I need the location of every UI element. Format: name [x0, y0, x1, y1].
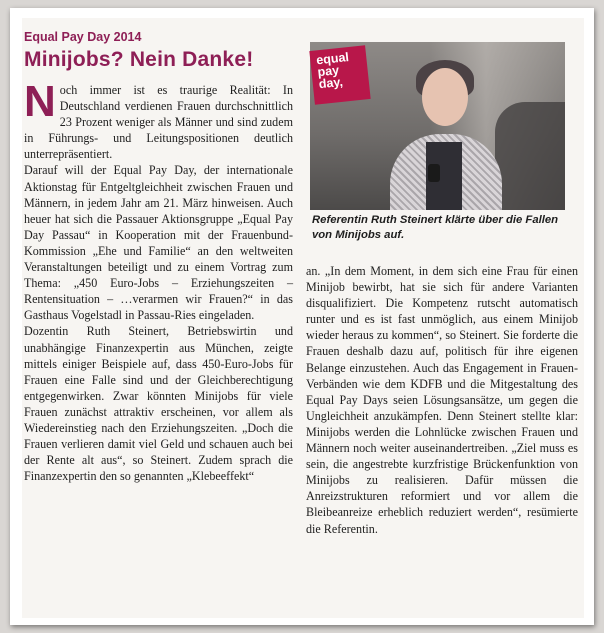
- intro-text: och immer ist es traurige Realität: In Deutschland verdienen Frauen durchschnittlich 23 Prozent weniger als Männer und sind zudem in Führungs- und Leitungspositionen deutlich unterrepräsentiert.: [24, 83, 293, 162]
- article-column-left: [24, 77, 293, 484]
- body-paragraph: Darauf will der Equal Pay Day, der internationale Aktionstag für Entgeltgleichheit zwischen Frauen und Männern, in jedem Jahr am 21. März hinweisen. Auch heuer hat sich die Passauer Aktionsgruppe „Equal Pay Day Passau“ in Kooperation mit der Frauenbund-Kommission „Ehe und Familie“ an den weltweiten Veranstaltungen beteiligt und zu einem Vortrag zum Thema: „450 Euro-Jobs – Erziehungszeiten – Rentensituation – …verarmen wir Frauen?“ in das Gasthaus Vogelstadl in Passau-Ries eingeladen.: [24, 163, 293, 323]
- intro-paragraph: [24, 77, 293, 162]
- body-paragraph: an. „In dem Moment, in dem sich eine Frau für einen Minijob bewirbt, hat sie sich für andere Varianten disqualifiziert. Die Kompetenz rutscht automatisch runter und es ist fast unmöglich, aus einem Minijob wieder heraus zu kommen“, so Steinert. Sie forderte die Frauen deshalb dazu auf, politisch für ihre eigenen Belange einzustehen. Auch das Engagement in Frauen-Verbänden wie dem KDFB und die Mitgestaltung des Equal Pay Days seien Lösungsansätze, um gegen die Ungleichheit anzukämpfen. Denn Steinert stellte klar: Minijobs werden die Lohnlücke zwischen Frauen und Männern noch weiter auseinandertreiben. „Ziel muss es sein, die angestrebte kurzfristige Brückenfunktion von Minijobs zu realisieren. Dafür müssen die Anreizstrukturen reformiert und vor allem die Bleibeanreize erheblich reduziert werden“, resümierte die Referentin.: [306, 264, 578, 536]
- photo-caption: Referentin Ruth Steinert klärte über die Fallen von Minijobs auf.: [312, 214, 559, 241]
- body-paragraph: Dozentin Ruth Steinert, Betriebswirtin und unabhängige Finanzexpertin aus München, zeigte mittels einiger Beispiele auf, dass 450-Euro-Jobs für Frauen eine Falle sind und der Gleichberechtigung entgegenwirken. Zwar könnten Minijobs für viele Frauen zunächst attraktiv erscheinen, vor allem als Wiedereinstieg nach den Erziehungszeiten. „Doch die Frauen verlieren damit viel Geld und schauen auch bei der Rente alt aus“, so Steinert. Zudem sprach die Finanzexpertin den so genannten „Klebeeffekt“: [24, 324, 293, 484]
- article-column-right: [306, 263, 578, 537]
- article-headline: Minijobs? Nein Danke!: [24, 48, 254, 71]
- drop-cap: N: [24, 77, 56, 126]
- article-kicker: Equal Pay Day 2014: [24, 30, 142, 44]
- microphone-icon: [428, 164, 440, 182]
- equal-pay-day-logo: equal pay day,: [309, 45, 370, 105]
